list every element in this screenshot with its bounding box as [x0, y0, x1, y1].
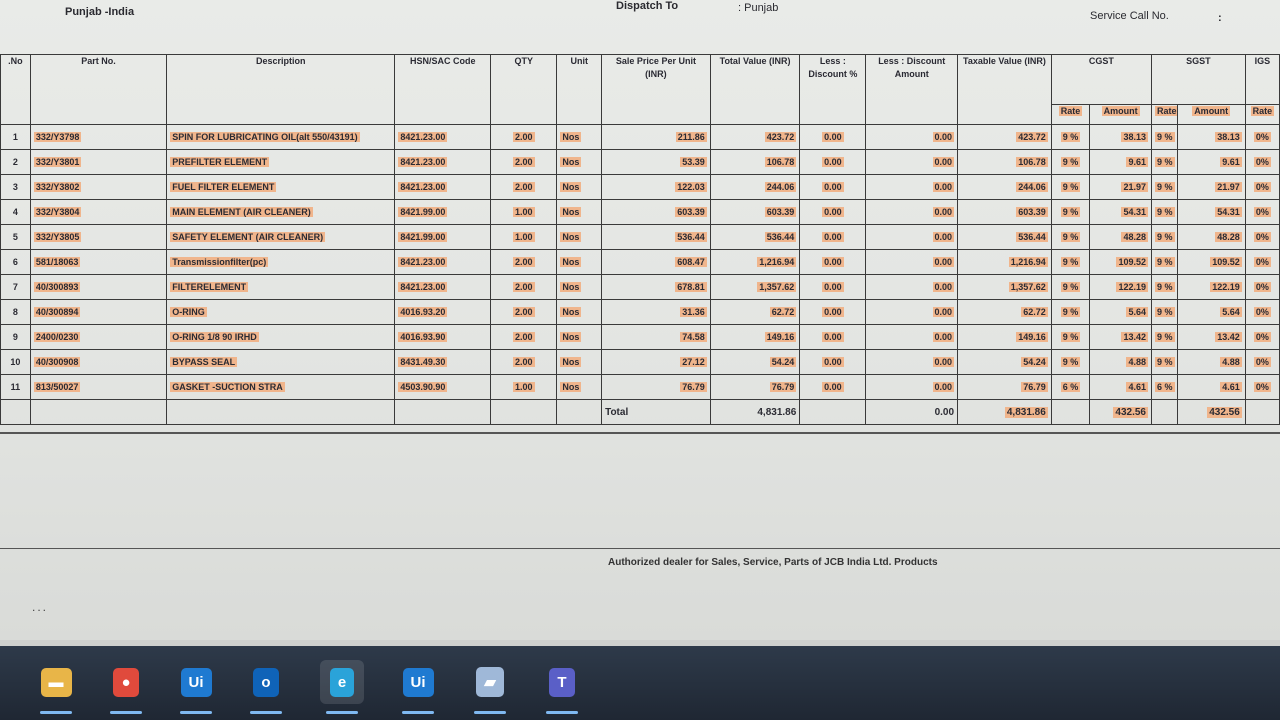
row-cgst-rate: 9 % — [1051, 325, 1089, 350]
chrome-icon[interactable]: ● — [104, 660, 148, 704]
row-taxable: 536.44 — [958, 225, 1052, 250]
table-row — [1, 300, 1280, 325]
row-total-value: 106.78 — [710, 150, 800, 175]
row-taxable: 54.24 — [958, 350, 1052, 375]
table-bottom-rule — [0, 432, 1280, 434]
table-row — [1, 375, 1280, 400]
total-taxable: 4,831.86 — [958, 400, 1052, 425]
row-discount-pct: 0.00 — [800, 300, 866, 325]
row-unit: Nos — [557, 300, 602, 325]
col-qty: QTY — [491, 55, 557, 125]
row-sale-price: 76.79 — [602, 375, 711, 400]
invoice-table — [0, 54, 1280, 425]
row-qty: 2.00 — [491, 125, 557, 150]
col-description: Description — [167, 55, 395, 125]
row-part-no: 581/18063 — [30, 250, 166, 275]
row-description: MAIN ELEMENT (AIR CLEANER) — [167, 200, 395, 225]
row-hsn: 8421.23.00 — [395, 175, 491, 200]
taskbar-indicator — [326, 711, 358, 714]
row-description: O-RING 1/8 90 IRHD — [167, 325, 395, 350]
row-discount-amt: 0.00 — [866, 125, 958, 150]
row-cgst-amount: 122.19 — [1090, 275, 1152, 300]
row-discount-pct: 0.00 — [800, 350, 866, 375]
row-sgst-amount: 5.64 — [1177, 300, 1245, 325]
row-sale-price: 53.39 — [602, 150, 711, 175]
row-sgst-amount: 21.97 — [1177, 175, 1245, 200]
row-qty: 2.00 — [491, 325, 557, 350]
row-cgst-amount: 5.64 — [1090, 300, 1152, 325]
col-igst-rate: Rate — [1245, 105, 1279, 125]
row-discount-amt: 0.00 — [866, 375, 958, 400]
uipath-studio-icon[interactable]: Ui — [396, 660, 440, 704]
row-part-no: 40/300893 — [30, 275, 166, 300]
row-sno: 1 — [1, 125, 31, 150]
row-part-no: 40/300908 — [30, 350, 166, 375]
row-igst-rate: 0% — [1245, 250, 1279, 275]
row-discount-amt: 0.00 — [866, 175, 958, 200]
row-hsn: 8421.99.00 — [395, 225, 491, 250]
total-discount: 0.00 — [866, 400, 958, 425]
row-qty: 2.00 — [491, 250, 557, 275]
row-sale-price: 211.86 — [602, 125, 711, 150]
table-row — [1, 200, 1280, 225]
row-discount-pct: 0.00 — [800, 275, 866, 300]
row-taxable: 1,216.94 — [958, 250, 1052, 275]
row-sgst-rate: 9 % — [1152, 300, 1178, 325]
row-cgst-rate: 9 % — [1051, 275, 1089, 300]
row-qty: 2.00 — [491, 275, 557, 300]
row-hsn: 4016.93.20 — [395, 300, 491, 325]
row-part-no: 40/300894 — [30, 300, 166, 325]
taskbar-indicator — [474, 711, 506, 714]
row-unit: Nos — [557, 250, 602, 275]
row-discount-pct: 0.00 — [800, 200, 866, 225]
taskbar-indicator — [250, 711, 282, 714]
row-sale-price: 678.81 — [602, 275, 711, 300]
row-part-no: 332/Y3801 — [30, 150, 166, 175]
row-description: BYPASS SEAL — [167, 350, 395, 375]
table-row — [1, 150, 1280, 175]
row-sgst-amount: 109.52 — [1177, 250, 1245, 275]
row-sale-price: 536.44 — [602, 225, 711, 250]
row-sgst-amount: 54.31 — [1177, 200, 1245, 225]
row-part-no: 2400/0230 — [30, 325, 166, 350]
row-unit: Nos — [557, 325, 602, 350]
col-sno: .No — [1, 55, 31, 125]
row-sale-price: 608.47 — [602, 250, 711, 275]
row-sno: 6 — [1, 250, 31, 275]
ellipsis-text: ... — [32, 600, 49, 614]
row-discount-pct: 0.00 — [800, 175, 866, 200]
row-unit: Nos — [557, 350, 602, 375]
location-text: Punjab -India — [65, 6, 135, 18]
row-unit: Nos — [557, 275, 602, 300]
row-total-value: 423.72 — [710, 125, 800, 150]
dispatch-label: Dispatch To — [616, 0, 679, 12]
row-part-no: 332/Y3805 — [30, 225, 166, 250]
row-sno: 8 — [1, 300, 31, 325]
taskbar — [0, 646, 1280, 720]
row-sgst-amount: 4.88 — [1177, 350, 1245, 375]
row-total-value: 149.16 — [710, 325, 800, 350]
row-description: FILTERELEMENT — [167, 275, 395, 300]
table-row — [1, 325, 1280, 350]
row-cgst-amount: 4.88 — [1090, 350, 1152, 375]
row-cgst-amount: 38.13 — [1090, 125, 1152, 150]
row-unit: Nos — [557, 200, 602, 225]
row-description: SAFETY ELEMENT (AIR CLEANER) — [167, 225, 395, 250]
dispatch-value: : Punjab — [738, 2, 779, 14]
row-sgst-amount: 122.19 — [1177, 275, 1245, 300]
row-description: GASKET -SUCTION STRA — [167, 375, 395, 400]
row-qty: 2.00 — [491, 350, 557, 375]
row-hsn: 4503.90.90 — [395, 375, 491, 400]
col-cgst: CGST — [1051, 55, 1151, 105]
row-sno: 2 — [1, 150, 31, 175]
row-discount-pct: 0.00 — [800, 125, 866, 150]
col-cgst-rate: Rate — [1051, 105, 1089, 125]
row-sgst-rate: 9 % — [1152, 250, 1178, 275]
row-hsn: 8421.23.00 — [395, 250, 491, 275]
row-cgst-rate: 9 % — [1051, 175, 1089, 200]
row-qty: 2.00 — [491, 175, 557, 200]
service-call-colon: : — [1218, 12, 1222, 24]
row-sno: 9 — [1, 325, 31, 350]
row-cgst-rate: 9 % — [1051, 300, 1089, 325]
row-sgst-amount: 38.13 — [1177, 125, 1245, 150]
row-sgst-amount: 13.42 — [1177, 325, 1245, 350]
col-discount-pct: Less : Discount % — [800, 55, 866, 125]
row-sgst-amount: 9.61 — [1177, 150, 1245, 175]
row-hsn: 8421.23.00 — [395, 125, 491, 150]
row-discount-pct: 0.00 — [800, 225, 866, 250]
row-sale-price: 31.36 — [602, 300, 711, 325]
row-sale-price: 603.39 — [602, 200, 711, 225]
row-cgst-rate: 9 % — [1051, 200, 1089, 225]
row-unit: Nos — [557, 375, 602, 400]
row-cgst-rate: 6 % — [1051, 375, 1089, 400]
row-taxable: 244.06 — [958, 175, 1052, 200]
row-hsn: 8421.23.00 — [395, 275, 491, 300]
col-cgst-amount: Amount — [1090, 105, 1152, 125]
row-part-no: 332/Y3804 — [30, 200, 166, 225]
taskbar-indicator — [546, 711, 578, 714]
table-row — [1, 125, 1280, 150]
row-discount-amt: 0.00 — [866, 325, 958, 350]
row-hsn: 4016.93.90 — [395, 325, 491, 350]
row-unit: Nos — [557, 175, 602, 200]
col-sgst-amount: Amount — [1177, 105, 1245, 125]
taskbar-indicator — [40, 711, 72, 714]
row-sgst-rate: 9 % — [1152, 325, 1178, 350]
row-igst-rate: 0% — [1245, 350, 1279, 375]
row-sale-price: 27.12 — [602, 350, 711, 375]
row-igst-rate: 0% — [1245, 275, 1279, 300]
row-cgst-amount: 4.61 — [1090, 375, 1152, 400]
row-taxable: 603.39 — [958, 200, 1052, 225]
row-sgst-rate: 6 % — [1152, 375, 1178, 400]
row-sgst-rate: 9 % — [1152, 200, 1178, 225]
row-total-value: 603.39 — [710, 200, 800, 225]
total-value: 4,831.86 — [710, 400, 800, 425]
row-description: O-RING — [167, 300, 395, 325]
row-qty: 2.00 — [491, 150, 557, 175]
row-discount-amt: 0.00 — [866, 150, 958, 175]
row-unit: Nos — [557, 125, 602, 150]
row-hsn: 8421.23.00 — [395, 150, 491, 175]
row-sgst-rate: 9 % — [1152, 150, 1178, 175]
row-description: Transmissionfilter(pc) — [167, 250, 395, 275]
row-igst-rate: 0% — [1245, 375, 1279, 400]
footer-rule — [0, 548, 1280, 549]
col-total-value: Total Value (INR) — [710, 55, 800, 125]
row-qty: 1.00 — [491, 375, 557, 400]
row-sno: 3 — [1, 175, 31, 200]
row-total-value: 536.44 — [710, 225, 800, 250]
row-sale-price: 74.58 — [602, 325, 711, 350]
table-row — [1, 275, 1280, 300]
row-total-value: 244.06 — [710, 175, 800, 200]
row-igst-rate: 0% — [1245, 175, 1279, 200]
row-unit: Nos — [557, 225, 602, 250]
taskbar-indicator — [402, 711, 434, 714]
row-discount-amt: 0.00 — [866, 200, 958, 225]
row-sno: 4 — [1, 200, 31, 225]
row-discount-amt: 0.00 — [866, 250, 958, 275]
row-discount-amt: 0.00 — [866, 350, 958, 375]
row-total-value: 62.72 — [710, 300, 800, 325]
row-igst-rate: 0% — [1245, 150, 1279, 175]
col-sgst-rate: Rate — [1152, 105, 1178, 125]
total-row — [1, 400, 1280, 425]
taskbar-indicator — [110, 711, 142, 714]
service-call-label: Service Call No. — [1090, 10, 1169, 22]
row-sno: 11 — [1, 375, 31, 400]
row-taxable: 62.72 — [958, 300, 1052, 325]
row-part-no: 332/Y3802 — [30, 175, 166, 200]
row-igst-rate: 0% — [1245, 300, 1279, 325]
row-igst-rate: 0% — [1245, 125, 1279, 150]
row-cgst-amount: 54.31 — [1090, 200, 1152, 225]
row-igst-rate: 0% — [1245, 200, 1279, 225]
row-sgst-rate: 9 % — [1152, 350, 1178, 375]
row-discount-pct: 0.00 — [800, 325, 866, 350]
table-row — [1, 225, 1280, 250]
row-cgst-rate: 9 % — [1051, 350, 1089, 375]
row-discount-amt: 0.00 — [866, 225, 958, 250]
row-sale-price: 122.03 — [602, 175, 711, 200]
row-discount-pct: 0.00 — [800, 250, 866, 275]
row-hsn: 8421.99.00 — [395, 200, 491, 225]
row-total-value: 76.79 — [710, 375, 800, 400]
uipath-icon[interactable]: Ui — [174, 660, 218, 704]
row-qty: 2.00 — [491, 300, 557, 325]
row-discount-pct: 0.00 — [800, 150, 866, 175]
table-row — [1, 350, 1280, 375]
col-sgst: SGST — [1152, 55, 1246, 105]
row-taxable: 106.78 — [958, 150, 1052, 175]
row-qty: 1.00 — [491, 225, 557, 250]
authorized-dealer-text: Authorized dealer for Sales, Service, Parts of JCB India Ltd. Products — [608, 557, 938, 568]
row-unit: Nos — [557, 150, 602, 175]
col-hsn: HSN/SAC Code — [395, 55, 491, 125]
teams-icon[interactable]: T — [540, 660, 584, 704]
col-discount-amt: Less : Discount Amount — [866, 55, 958, 125]
row-taxable: 149.16 — [958, 325, 1052, 350]
row-cgst-amount: 109.52 — [1090, 250, 1152, 275]
row-taxable: 423.72 — [958, 125, 1052, 150]
row-sgst-rate: 9 % — [1152, 125, 1178, 150]
row-cgst-amount: 48.28 — [1090, 225, 1152, 250]
outlook-icon[interactable]: o — [244, 660, 288, 704]
row-hsn: 8431.49.30 — [395, 350, 491, 375]
row-cgst-rate: 9 % — [1051, 250, 1089, 275]
row-cgst-rate: 9 % — [1051, 125, 1089, 150]
row-sgst-rate: 9 % — [1152, 175, 1178, 200]
row-igst-rate: 0% — [1245, 225, 1279, 250]
edge-icon[interactable]: e — [320, 660, 364, 704]
row-igst-rate: 0% — [1245, 325, 1279, 350]
row-sgst-rate: 9 % — [1152, 225, 1178, 250]
notepad-icon[interactable]: ▰ — [468, 660, 512, 704]
col-part-no: Part No. — [30, 55, 166, 125]
col-sale-price: Sale Price Per Unit (INR) — [602, 55, 711, 125]
row-total-value: 1,357.62 — [710, 275, 800, 300]
row-sgst-amount: 4.61 — [1177, 375, 1245, 400]
row-sno: 5 — [1, 225, 31, 250]
row-taxable: 1,357.62 — [958, 275, 1052, 300]
row-sno: 10 — [1, 350, 31, 375]
col-unit: Unit — [557, 55, 602, 125]
row-part-no: 332/Y3798 — [30, 125, 166, 150]
row-sgst-amount: 48.28 — [1177, 225, 1245, 250]
row-taxable: 76.79 — [958, 375, 1052, 400]
row-cgst-amount: 13.42 — [1090, 325, 1152, 350]
row-qty: 1.00 — [491, 200, 557, 225]
file-explorer-icon[interactable]: ▬ — [34, 660, 78, 704]
col-taxable-value: Taxable Value (INR) — [958, 55, 1052, 125]
row-cgst-rate: 9 % — [1051, 150, 1089, 175]
row-cgst-rate: 9 % — [1051, 225, 1089, 250]
row-sno: 7 — [1, 275, 31, 300]
col-igst: IGS — [1245, 55, 1279, 105]
row-part-no: 813/50027 — [30, 375, 166, 400]
total-cgst: 432.56 — [1090, 400, 1152, 425]
total-label: Total — [602, 400, 711, 425]
row-discount-amt: 0.00 — [866, 300, 958, 325]
row-sgst-rate: 9 % — [1152, 275, 1178, 300]
row-cgst-amount: 21.97 — [1090, 175, 1152, 200]
row-cgst-amount: 9.61 — [1090, 150, 1152, 175]
row-discount-pct: 0.00 — [800, 375, 866, 400]
row-discount-amt: 0.00 — [866, 275, 958, 300]
table-row — [1, 250, 1280, 275]
row-description: FUEL FILTER ELEMENT — [167, 175, 395, 200]
total-sgst: 432.56 — [1177, 400, 1245, 425]
row-description: PREFILTER ELEMENT — [167, 150, 395, 175]
taskbar-indicator — [180, 711, 212, 714]
row-total-value: 54.24 — [710, 350, 800, 375]
row-total-value: 1,216.94 — [710, 250, 800, 275]
table-row — [1, 175, 1280, 200]
row-description: SPIN FOR LUBRICATING OIL(alt 550/43191) — [167, 125, 395, 150]
